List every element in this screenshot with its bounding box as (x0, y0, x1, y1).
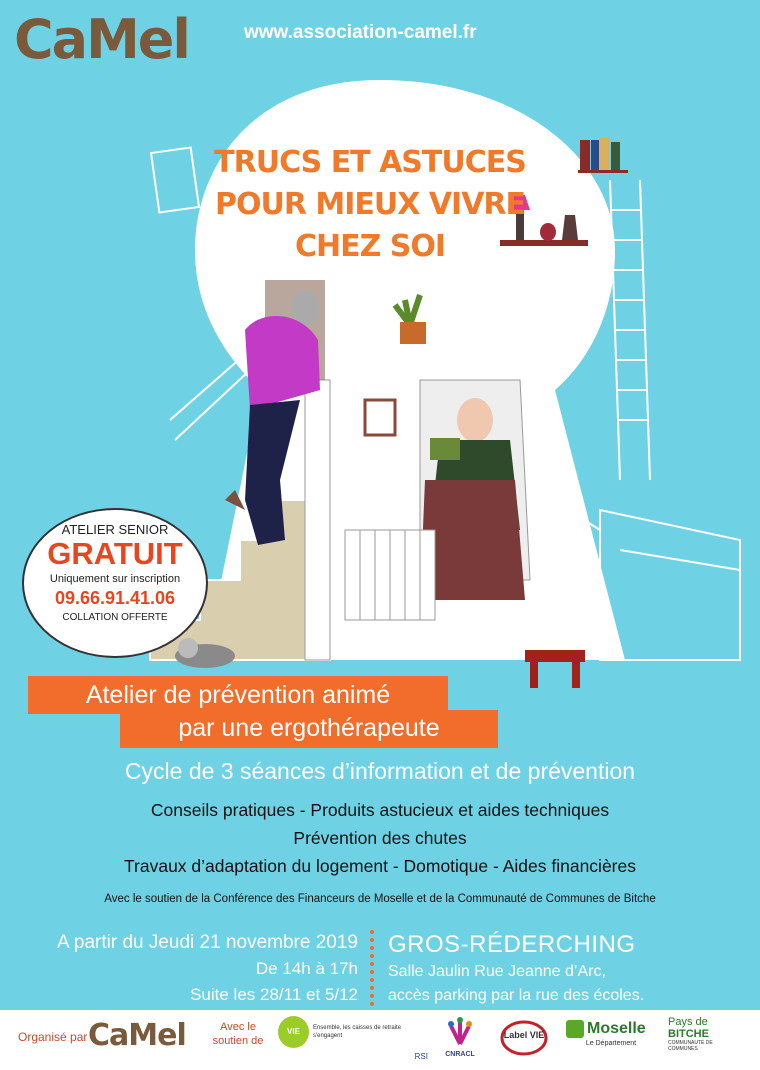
free-workshop-badge (22, 508, 208, 658)
venue-address-2: accès parking par la rue des écoles. (388, 987, 645, 1004)
rsi-label: RSI (414, 1052, 428, 1061)
title-line-2: POUR MIEUX VIVRE (214, 187, 526, 222)
hours: De 14h à 17h (255, 959, 358, 978)
badge-registration: Uniquement sur inscription (49, 573, 181, 585)
venue-city: GROS-RÉDERCHING (388, 931, 636, 958)
moselle-label: Moselle (587, 1020, 646, 1037)
dates-block (14, 930, 358, 1008)
label-vie-text: Label VIE (503, 1030, 545, 1040)
partners-footer (0, 1010, 760, 1070)
cnracl-icon (443, 1016, 477, 1046)
organized-by-label: Organisé par (18, 1030, 88, 1044)
camel-footer-logo: CaMel (88, 1018, 186, 1053)
bitche-line-3: COMMUNAUTÉ DE COMMUNES (668, 1040, 713, 1052)
cnracl-label: CNRACL (445, 1051, 475, 1058)
venue-address-1: Salle Jaulin Rue Jeanne d’Arc, (388, 963, 606, 980)
badge-free: GRATUIT (47, 536, 183, 571)
start-date: A partir du Jeudi 21 novembre 2019 (56, 932, 358, 953)
badge-collation: COLLATION OFFERTE (62, 612, 168, 623)
cycle-heading: Cycle de 3 séances d’information et de prévention (124, 758, 636, 784)
partner-vie-plus (278, 1016, 428, 1068)
with-support-label: Avec le soutien de (212, 1021, 264, 1047)
camel-logo: CaMel (14, 8, 189, 71)
man-in-armchair (420, 380, 530, 600)
topic-item: Travaux d’adaptation du logement - Domotique - Aides financières (123, 856, 636, 876)
moselle-icon (566, 1020, 584, 1038)
partner-moselle (566, 1020, 656, 1047)
vie-plus-tagline: Ensemble, les caisses de retraite s'engagent (312, 1025, 402, 1039)
topics-list (0, 796, 760, 880)
next-dates: Suite les 28/11 et 5/12 (190, 985, 358, 1004)
title-line-3: CHEZ SOI (294, 229, 446, 264)
ribbon-line-1: Atelier de prévention animé (28, 676, 448, 714)
website-link[interactable]: www.association-camel.fr (244, 22, 477, 43)
topic-item: Prévention des chutes (293, 828, 467, 848)
partner-label-vie (498, 1018, 550, 1058)
ribbon-line-2: par une ergothérapeute (120, 710, 498, 748)
topic-item: Conseils pratiques - Produits astucieux et aides techniques (150, 800, 610, 820)
partner-pays-de-bitche (668, 1016, 740, 1052)
title-line-1: TRUCS ET ASTUCES (214, 145, 526, 180)
bitche-line-2: BITCHE (668, 1028, 709, 1040)
main-title (210, 142, 530, 268)
badge-senior: ATELIER SENIOR (61, 522, 169, 537)
red-stool (525, 650, 585, 688)
dotted-separator (370, 930, 378, 1006)
vie-plus-logo: VIE LLUS (278, 1016, 309, 1048)
support-text: Avec le soutien de la Conférence des Financeurs de Moselle et de la Communauté de Communes de Bitche (104, 893, 656, 905)
venue-block (388, 930, 748, 1008)
badge-phone[interactable]: 09.66.91.41.06 (54, 588, 176, 608)
radiator (345, 530, 435, 620)
partner-cnracl (440, 1016, 480, 1058)
book-shelf (578, 138, 628, 173)
moselle-sub: Le Département (585, 1040, 637, 1047)
bitche-line-1: Pays de (668, 1016, 708, 1028)
